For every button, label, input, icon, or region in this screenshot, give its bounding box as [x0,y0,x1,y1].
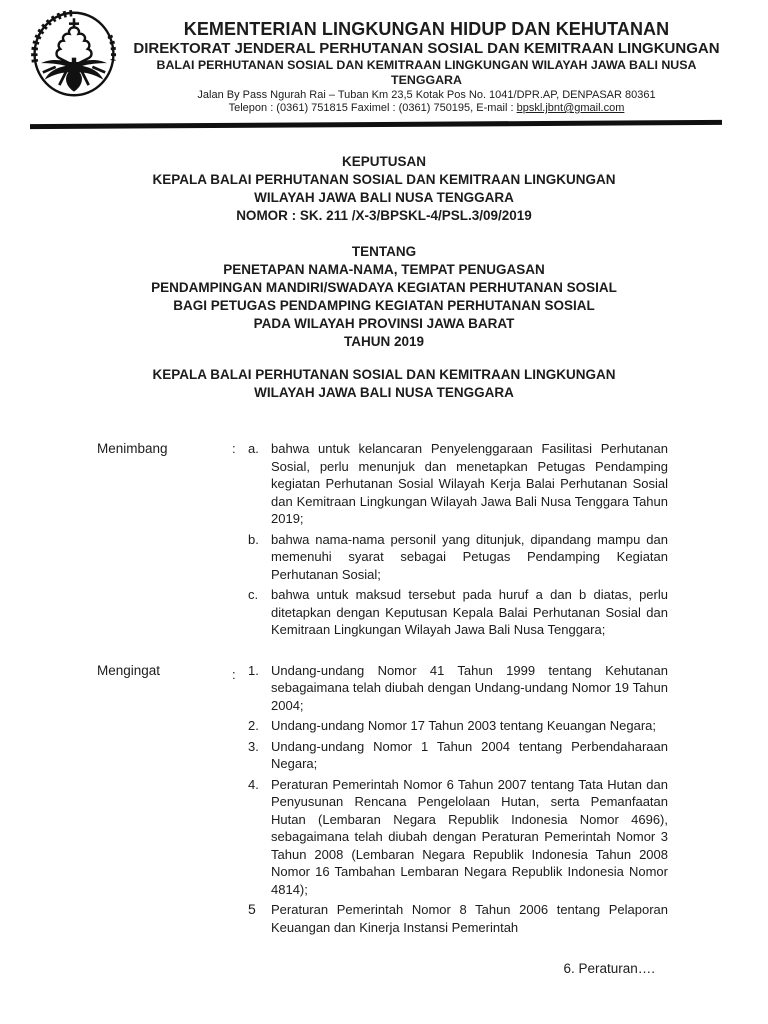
item-marker: 3. [248,738,259,754]
ministry-name: KEMENTERIAN LINGKUNGAN HIDUP DAN KEHUTANAN [183,19,670,39]
office-address: Jalan By Pass Ngurah Rai – Tuban Km 23,5 Kotak Pos No. 1041/DPR.AP, DENPASAR 80361 [197,89,656,101]
item-marker: 1. [248,662,259,678]
directorate-name: DIREKTORAT JENDERAL PERHUTANAN SOSIAL DAN KEMITRAAN LINGKUNGAN [133,40,720,57]
letterhead-text [125,8,728,115]
decree-title [0,153,768,225]
menimbang-clause [97,440,668,642]
subject-line: TENTANG [351,244,417,259]
considerations-section [97,440,668,939]
decree-subject [0,243,768,351]
item-marker: b. [248,531,259,547]
email-link[interactable]: bpskl.jbnt@gmail.com [516,102,625,114]
list-item [248,531,668,584]
item-text: bahwa untuk kelancaran Penyelenggaraan Fasilitasi Perhutanan Sosial, perlu menunjuk dan menetapkan Petugas Pendamping kegiatan Perhutanan Sosial Wilayah Kerja Balai Perhutanan Sosial dan Kemitraan Lingkungan Wilayah Jawa Bali Nusa Tenggara Tahun 2019; [271,441,668,526]
item-marker: 4. [248,776,259,792]
office-name: BALAI PERHUTANAN SOSIAL DAN KEMITRAAN LINGKUNGAN WILAYAH JAWA BALI NUSA TENGGARA [156,58,697,87]
item-marker: a. [248,441,259,456]
office-contact [125,102,728,115]
menimbang-label: Menimbang [97,441,168,456]
issuer-line: WILAYAH JAWA BALI NUSA TENGGARA [254,385,514,400]
subject-line: PENETAPAN NAMA-NAMA, TEMPAT PENUGASAN [223,262,545,277]
item-text: bahwa nama-nama personil yang ditunjuk, dipandang mampu dan memenuhi syarat sebagai Petugas Pendamping Kegiatan Perhutanan Sosial; [271,531,668,582]
letterhead-divider-rule [30,120,722,129]
decree-title-line: WILAYAH JAWA BALI NUSA TENGGARA [254,190,514,205]
item-text: Peraturan Pemerintah Nomor 6 Tahun 2007 tentang Tata Hutan dan Penyusunan Rencana Pengelolaan Hutan, serta Pemanfaatan Hutan (Lembaran Negara Republik Indonesia Nomor 4696), sebagaimana telah diubah dengan Peraturan Pemerintah Nomor 3 Tahun 2008 (Lembaran Negara Republik Indonesia Tahun 2008 Nomor 16 Tambahan Lembaran Negara Republik Indonesia Nomor 4814); [271,776,668,897]
item-marker: 5 [248,901,256,917]
item-text: Undang-undang Nomor 1 Tahun 2004 tentang Perbendaharaan Negara; [271,738,668,771]
list-item [248,717,668,735]
decree-title-line: KEPALA BALAI PERHUTANAN SOSIAL DAN KEMITRAAN LINGKUNGAN [152,172,616,187]
list-item [248,662,668,715]
catchword: 6. Peraturan…. [563,961,655,976]
subject-line: PENDAMPINGAN MANDIRI/SWADAYA KEGIATAN PERHUTANAN SOSIAL [151,280,617,295]
mengingat-label: Mengingat [97,662,161,678]
item-text: Undang-undang Nomor 17 Tahun 2003 tentang Keuangan Negara; [271,718,657,733]
letterhead [0,0,768,115]
list-item [248,901,668,936]
subject-line: PADA WILAYAH PROVINSI JAWA BARAT [253,316,515,331]
contact-text: Telepon : (0361) 751815 Faximel : (0361) 750195, E-mail : [228,102,517,114]
list-item [248,776,668,899]
menimbang-colon: : [232,441,236,456]
item-text: bahwa untuk maksud tersebut pada huruf a dan b diatas, perlu ditetapkan dengan Keputusan Kepala Balai Perhutanan Sosial dan Kemitraan Lingkungan Wilayah Jawa Bali Nusa Tenggara; [271,587,668,637]
decree-title-line: KEPUTUSAN [341,154,426,169]
menimbang-list [248,440,668,642]
catchword-row [0,961,655,976]
list-item [248,738,668,773]
subject-line: BAGI PETUGAS PENDAMPING KEGIATAN PERHUTANAN SOSIAL [173,298,595,313]
mengingat-list [248,662,668,940]
decree-issuer [0,366,768,402]
item-text: Undang-undang Nomor 41 Tahun 1999 tentang Kehutanan sebagaimana telah diubah dengan Undang-undang Nomor 19 Tahun 2004; [271,662,668,713]
item-marker: 2. [248,718,259,733]
mengingat-clause [97,662,668,940]
issuer-line: KEPALA BALAI PERHUTANAN SOSIAL DAN KEMITRAAN LINGKUNGAN [152,367,616,382]
list-item [248,586,668,639]
item-marker: c. [248,587,259,602]
decree-number: NOMOR : SK. 211 /X-3/BPSKL-4/PSL.3/09/2019 [236,208,532,223]
ministry-logo-icon [28,8,125,98]
list-item [248,440,668,528]
item-text: Peraturan Pemerintah Nomor 8 Tahun 2006 tentang Pelaporan Keuangan dan Kinerja Instansi Pemerintah [271,902,668,935]
subject-line: TAHUN 2019 [343,334,425,349]
mengingat-colon: : [232,666,236,682]
